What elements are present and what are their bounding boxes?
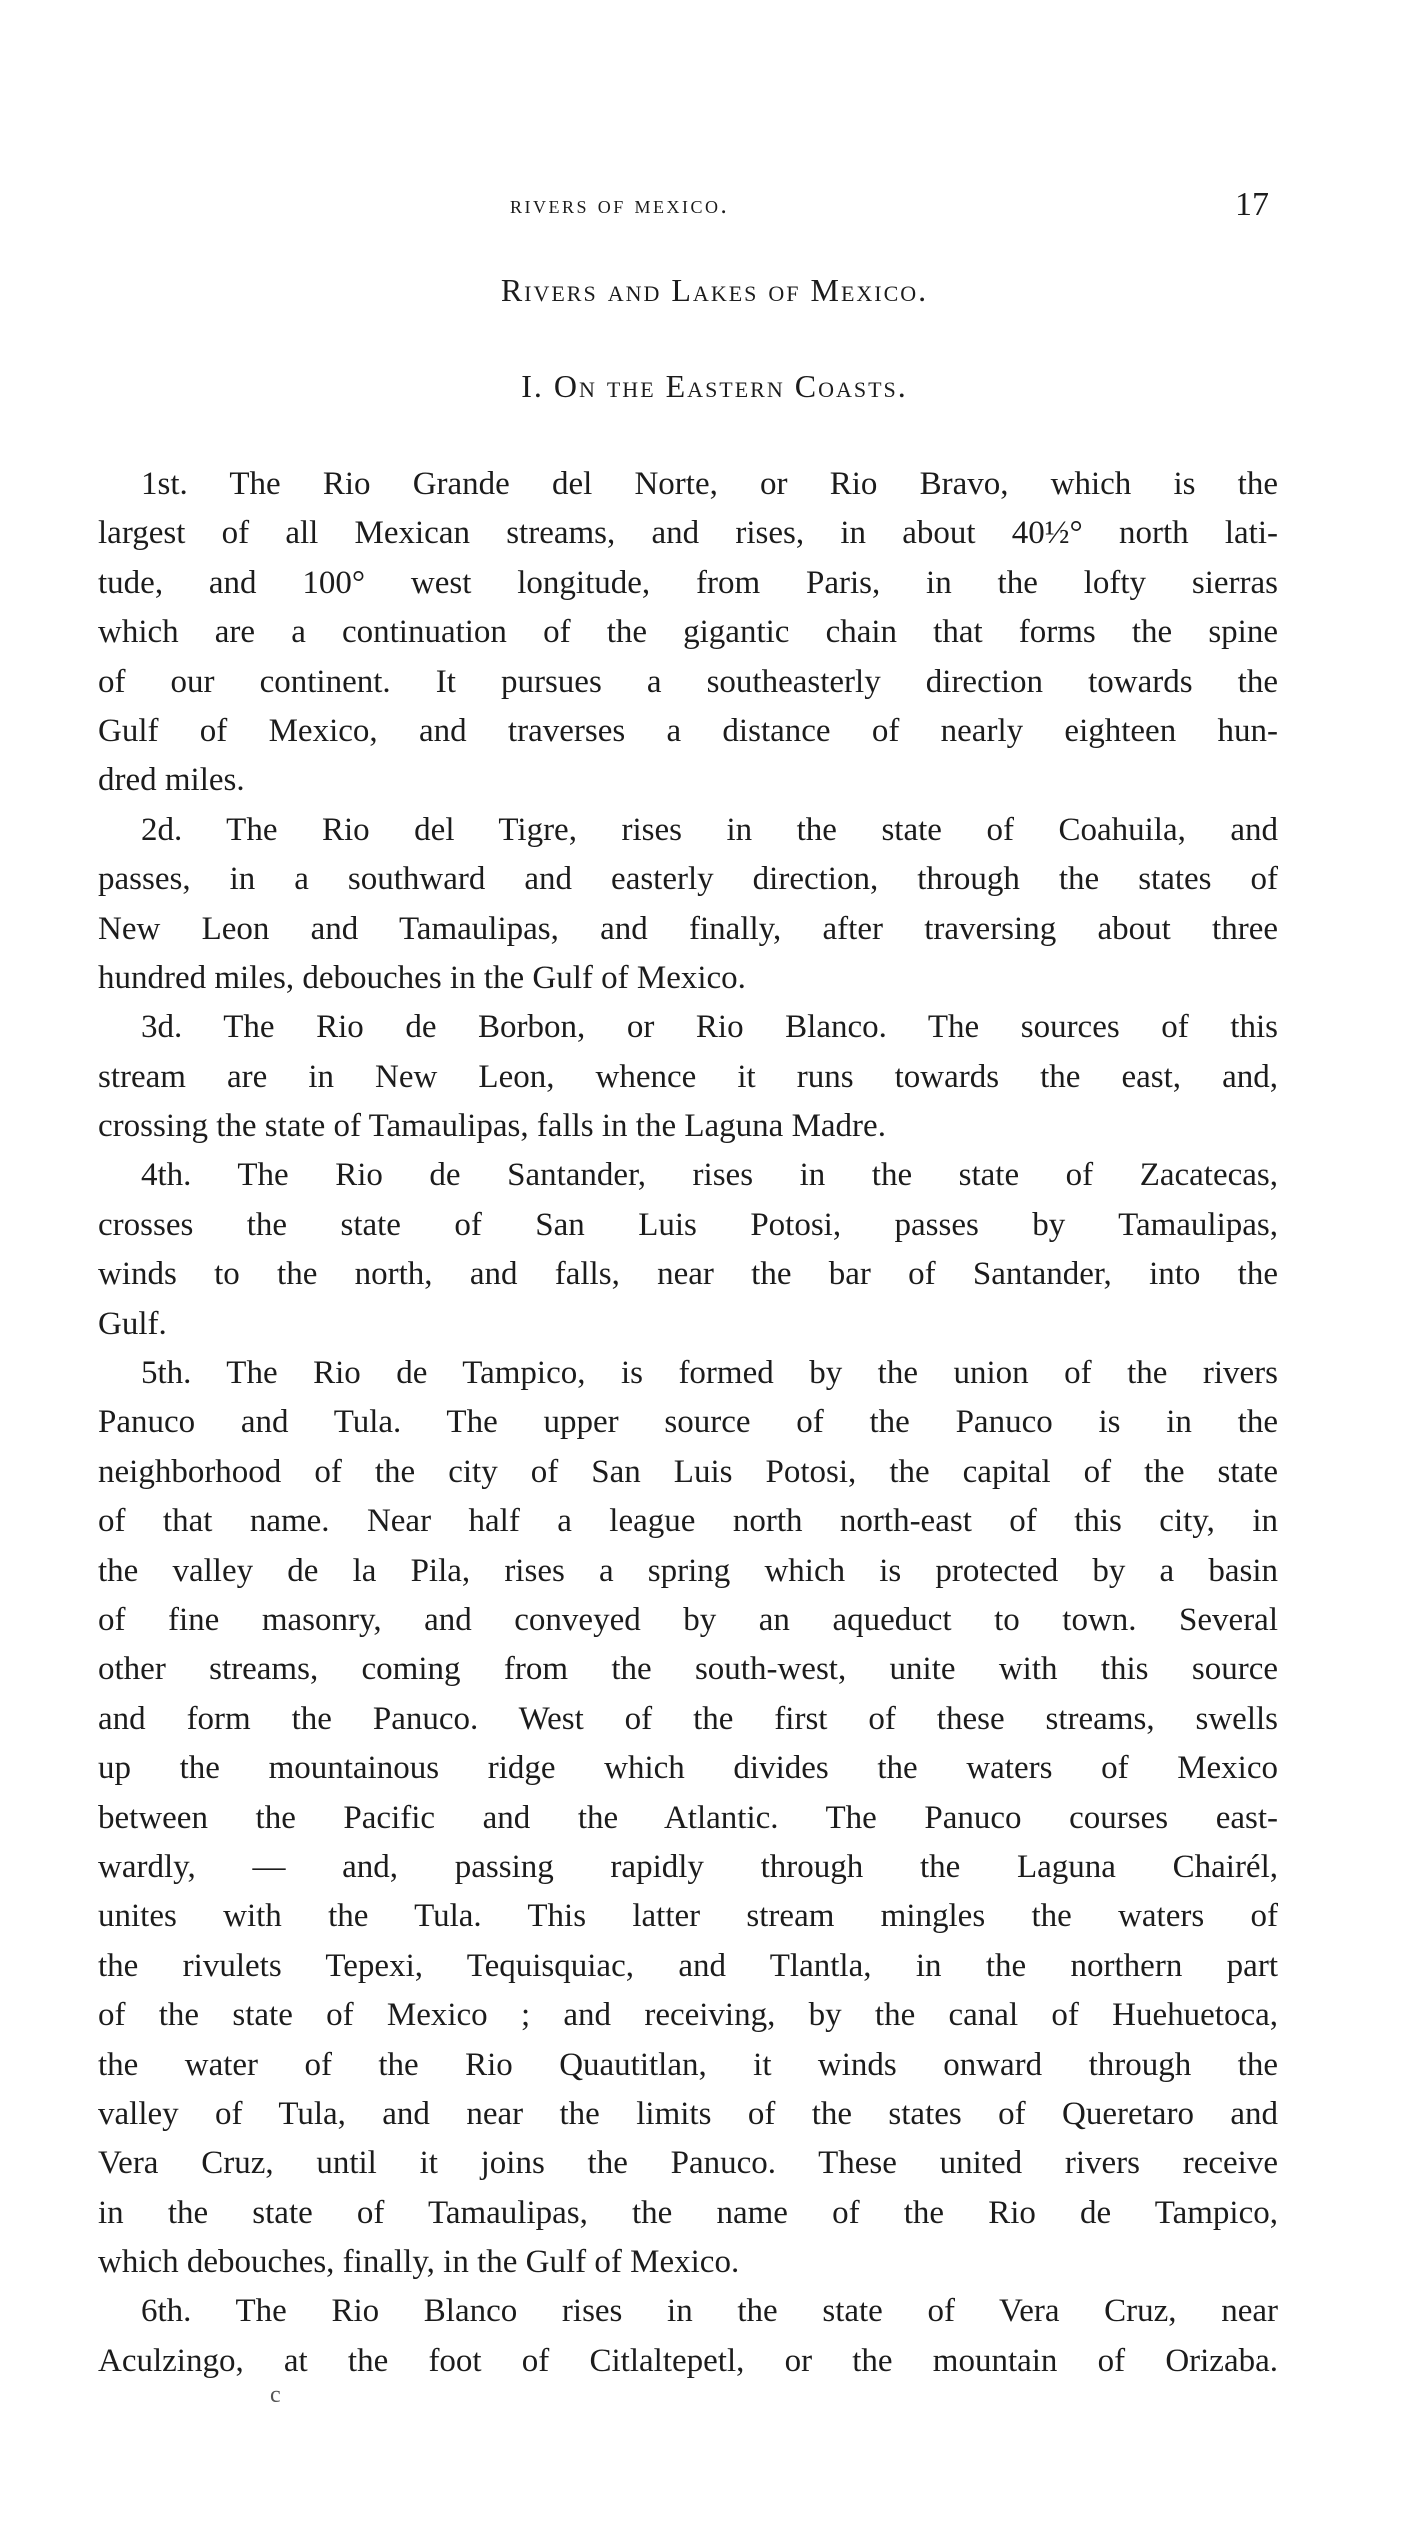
- text-line: Panuco and Tula. The upper source of the Panuco is in the: [98, 1404, 1278, 1441]
- text-line: of that name. Near half a league north north-east of this city, in: [98, 1503, 1278, 1540]
- text-line: neighborhood of the city of San Luis Potosi, the capital of the state: [98, 1453, 1278, 1490]
- text-line: Gulf of Mexico, and traverses a distance of nearly eighteen hun-: [98, 712, 1278, 749]
- text-line: of our continent. It pursues a southeasterly direction towards the: [98, 663, 1278, 700]
- text-line: valley of Tula, and near the limits of the states of Queretaro and: [98, 2095, 1278, 2132]
- text-line: of the state of Mexico ; and receiving, by the canal of Huehuetoca,: [98, 1997, 1278, 2034]
- running-title: rivers of mexico.: [510, 192, 730, 219]
- text-line: 1st. The Rio Grande del Norte, or Rio Bravo, which is the: [141, 466, 1278, 502]
- text-line: stream are in New Leon, whence it runs towards the east, and,: [98, 1058, 1278, 1095]
- text-line: unites with the Tula. This latter stream mingles the waters of: [98, 1898, 1278, 1935]
- text-line: 6th. The Rio Blanco rises in the state of Vera Cruz, near: [141, 2293, 1278, 2330]
- text-line: and form the Panuco. West of the first of these streams, swells: [98, 1700, 1278, 1737]
- text-line: New Leon and Tamaulipas, and finally, after traversing about three: [98, 910, 1278, 947]
- text-line: the valley de la Pila, rises a spring which is protected by a basin: [98, 1552, 1278, 1589]
- sub-title: I. On the Eastern Coasts.: [521, 368, 908, 404]
- text-line: other streams, coming from the south-west, unite with this source: [98, 1651, 1278, 1688]
- text-line: of fine masonry, and conveyed by an aqueduct to town. Several: [98, 1601, 1278, 1638]
- text-line: hundred miles, debouches in the Gulf of Mexico.: [98, 959, 746, 996]
- text-line: crosses the state of San Luis Potosi, passes by Tamaulipas,: [98, 1206, 1278, 1243]
- text-line: Gulf.: [98, 1305, 167, 1342]
- text-line: Vera Cruz, until it joins the Panuco. These united rivers receive: [98, 2145, 1278, 2182]
- text-line: 3d. The Rio de Borbon, or Rio Blanco. The sources of this: [141, 1009, 1278, 1046]
- section-title: Rivers and Lakes of Mexico.: [500, 272, 929, 308]
- page-number: 17: [1235, 186, 1269, 223]
- text-line: between the Pacific and the Atlantic. The Panuco courses east-: [98, 1799, 1278, 1836]
- body-text: [98, 460, 1278, 2386]
- text-line: 2d. The Rio del Tigre, rises in the state of Coahuila, and: [141, 811, 1278, 848]
- running-head: [0, 186, 1409, 226]
- text-line: which debouches, finally, in the Gulf of Mexico.: [98, 2244, 740, 2281]
- text-line: tude, and 100° west longitude, from Paris, in the lofty sierras: [98, 564, 1278, 601]
- text-line: crossing the state of Tamaulipas, falls in the Laguna Madre.: [98, 1108, 886, 1145]
- text-line: wardly, — and, passing rapidly through the Laguna Chairél,: [98, 1848, 1278, 1885]
- text-line: Aculzingo, at the foot of Citlaltepetl, or the mountain of Orizaba.: [98, 2342, 1278, 2379]
- text-line: passes, in a southward and easterly direction, through the states of: [98, 861, 1278, 898]
- text-line: largest of all Mexican streams, and rises, in about 40½° north lati-: [98, 515, 1278, 552]
- text-line: 5th. The Rio de Tampico, is formed by the union of the rivers: [141, 1355, 1278, 1392]
- text-line: up the mountainous ridge which divides the waters of Mexico: [98, 1750, 1278, 1787]
- text-line: dred miles.: [98, 762, 245, 799]
- text-line: 4th. The Rio de Santander, rises in the state of Zacatecas,: [141, 1157, 1278, 1194]
- text-line: the water of the Rio Quautitlan, it winds onward through the: [98, 2046, 1278, 2083]
- text-line: the rivulets Tepexi, Tequisquiac, and Tlantla, in the northern part: [98, 1947, 1278, 1984]
- text-line: winds to the north, and falls, near the bar of Santander, into the: [98, 1256, 1278, 1293]
- text-line: in the state of Tamaulipas, the name of the Rio de Tampico,: [98, 2194, 1278, 2231]
- text-line: which are a continuation of the gigantic chain that forms the spine: [98, 614, 1278, 651]
- signature-mark: c: [270, 2382, 281, 2408]
